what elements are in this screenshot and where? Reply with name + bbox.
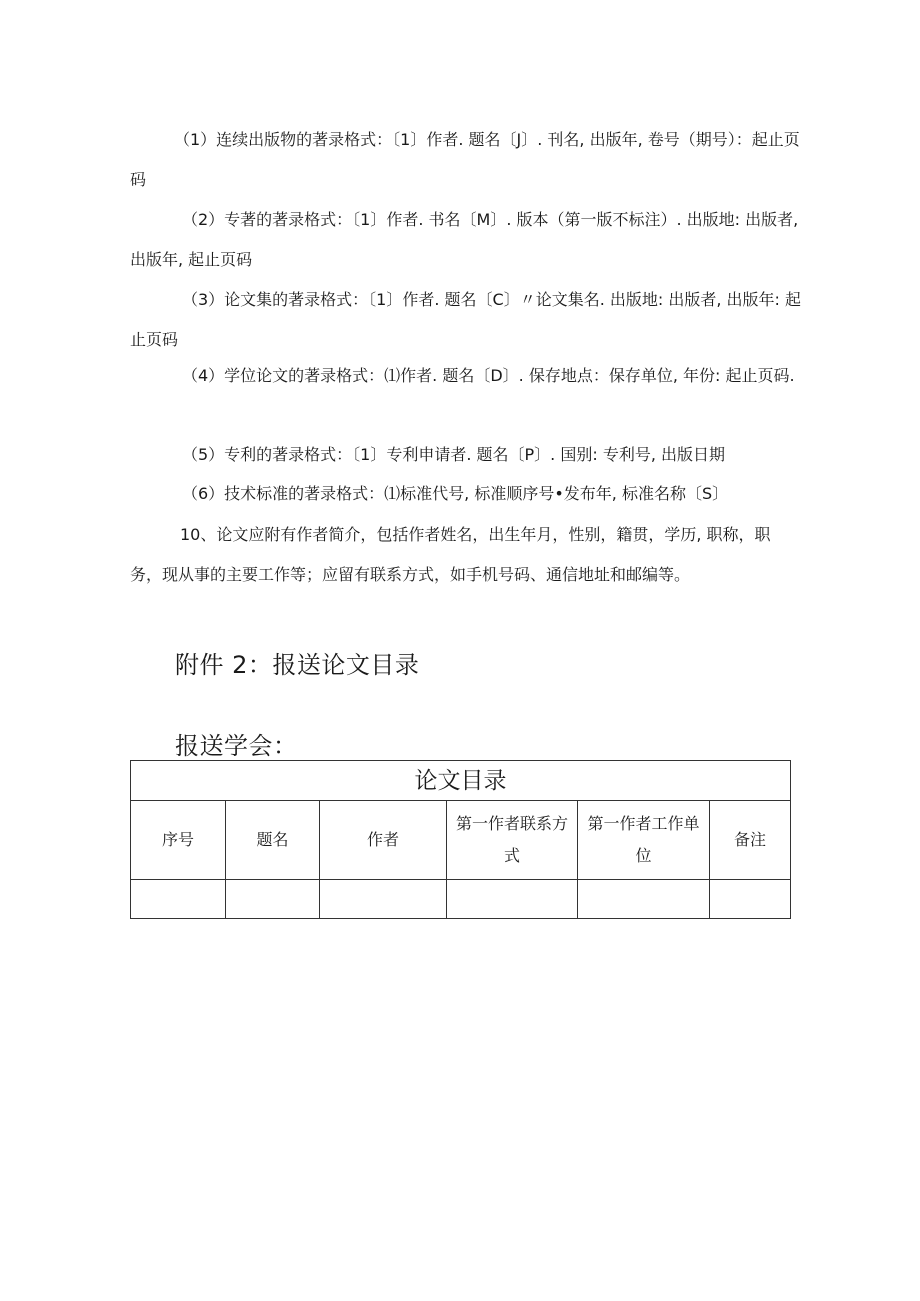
paragraph-patent-format: （5）专利的著录格式：〔1〕专利申请者. 题名〔P〕. 国别: 专利号, 出版日期 xyxy=(182,445,726,464)
table-cell[interactable] xyxy=(320,880,447,919)
table-cell[interactable] xyxy=(226,880,320,919)
attachment-heading: 附件 2：报送论文目录 xyxy=(175,651,420,679)
paragraph-standard-format: （6）技术标准的著录格式：⑴标准代号, 标准顺序号•发布年, 标准名称〔S〕 xyxy=(182,484,729,503)
header-remarks: 备注 xyxy=(710,801,791,880)
table-cell[interactable] xyxy=(710,880,791,919)
table-cell[interactable] xyxy=(131,880,226,919)
paper-catalog-table xyxy=(130,760,791,919)
header-first-author-affiliation: 第一作者工作单位 xyxy=(578,801,710,880)
table-title: 论文目录 xyxy=(131,761,791,801)
paragraph-thesis-format: （4）学位论文的著录格式：⑴作者. 题名〔D〕. 保存地点：保存单位, 年份: 起止页码. xyxy=(182,366,795,385)
header-author: 作者 xyxy=(320,801,447,880)
paragraph-monograph-format: （2）专著的著录格式：〔1〕作者. 书名〔M〕. 版本（第一版不标注）. 出版地: 出版者, 出版年, 起止页码 xyxy=(130,210,799,269)
table-row xyxy=(131,880,791,919)
paragraph-serial-format: （1）连续出版物的著录格式：〔1〕作者. 题名〔J〕. 刊名, 出版年, 卷号（期号）：起止页码 xyxy=(130,130,800,189)
header-serial-number: 序号 xyxy=(131,801,226,880)
paragraph-author-bio: 10、论文应附有作者简介，包括作者姓名，出生年月，性别，籍贯，学历, 职称，职务，现从事的主要工作等；应留有联系方式，如手机号码、通信地址和邮编等。 xyxy=(130,525,771,584)
table-cell[interactable] xyxy=(578,880,710,919)
paragraph-proceedings-format: （3）论文集的著录格式：〔1〕作者. 题名〔C〕〃论文集名. 出版地: 出版者, 出版年: 起止页码 xyxy=(130,290,802,349)
header-title: 题名 xyxy=(226,801,320,880)
header-first-author-contact: 第一作者联系方式 xyxy=(447,801,578,880)
table-cell[interactable] xyxy=(447,880,578,919)
society-label: 报送学会： xyxy=(175,732,298,760)
table-header-row xyxy=(131,801,791,880)
